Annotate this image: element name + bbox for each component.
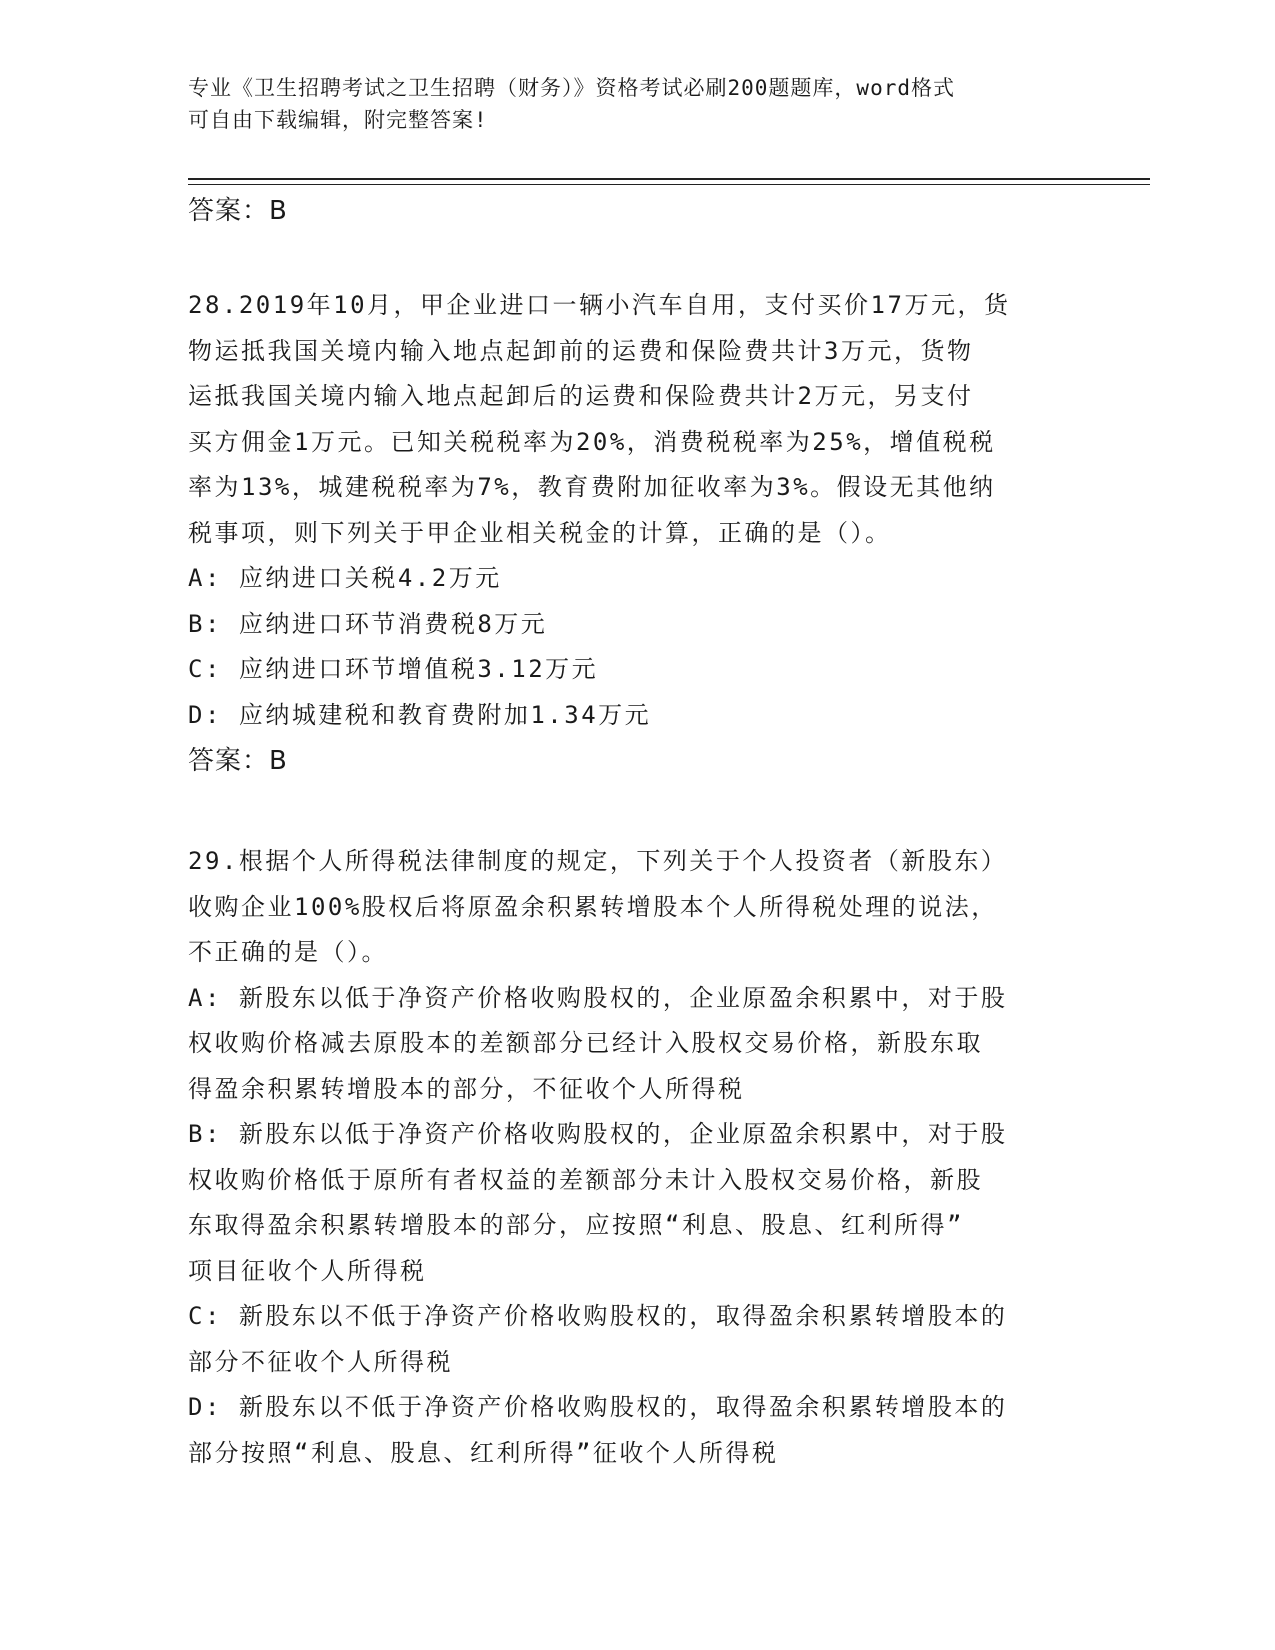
header-divider-thick [188,178,1150,180]
question-28 [188,283,1088,784]
question-29-option-c: C: 新股东以不低于净资产价格收购股权的，取得盈余积累转增股本的 [188,1302,1008,1330]
question-28-stem-line: 物运抵我国关境内输入地点起卸前的运费和保险费共计3万元，货物 [188,336,974,365]
header-title-line-1: 专业《卫生招聘考试之卫生招聘（财务）》资格考试必刷200题题库，word格式 [188,76,955,100]
question-28-option-a: A: 应纳进口关税4.2万元 [188,564,502,592]
question-28-stem-line: 率为13%，城建税税率为7%，教育费附加征收率为3%。假设无其他纳 [188,473,996,501]
question-28-stem-line: 运抵我国关境内输入地点起卸后的运费和保险费共计2万元，另支付 [188,382,974,410]
question-29-option-b: 权收购价格低于原所有者权益的差额部分未计入股权交易价格，新股 [188,1165,983,1194]
spacer [188,234,1088,283]
question-29-option-b: 东取得盈余积累转增股本的部分，应按照“利息、股息、红利所得” [188,1211,964,1239]
spacer [188,784,1088,839]
question-29-option-d: 部分按照“利息、股息、红利所得”征收个人所得税 [188,1438,779,1467]
question-29-option-d: D: 新股东以不低于净资产价格收购股权的，取得盈余积累转增股本的 [188,1393,1008,1421]
document-body [188,188,1088,1476]
question-28-stem-line: 税事项，则下列关于甲企业相关税金的计算，正确的是（）。 [188,518,892,547]
question-29-stem-line: 不正确的是（）。 [188,938,388,966]
question-28-option-b: B: 应纳进口环节消费税8万元 [188,609,548,638]
question-29-option-b: 项目征收个人所得税 [188,1256,427,1285]
question-29-stem-line: 29.根据个人所得税法律制度的规定，下列关于个人投资者（新股东） [188,847,1008,875]
question-29 [188,839,1088,1476]
question-29-option-c: 部分不征收个人所得税 [188,1347,453,1376]
header-divider-thin [188,184,1150,185]
question-29-option-a: 得盈余积累转增股本的部分，不征收个人所得税 [188,1074,745,1103]
page-header [188,72,1068,136]
header-title-line-2: 可自由下载编辑，附完整答案! [188,108,488,132]
question-29-option-a: A: 新股东以低于净资产价格收购股权的，企业原盈余积累中，对于股 [188,983,1008,1012]
question-28-stem-line: 28.2019年10月，甲企业进口一辆小汽车自用，支付买价17万元，货 [188,291,1011,319]
question-28-option-d: D: 应纳城建税和教育费附加1.34万元 [188,700,652,729]
question-28-answer: 答案：B [188,746,288,776]
question-29-option-b: B: 新股东以低于净资产价格收购股权的，企业原盈余积累中，对于股 [188,1120,1008,1148]
question-29-stem-line: 收购企业100%股权后将原盈余积累转增股本个人所得税处理的说法， [188,892,998,921]
previous-question-answer: 答案：B [188,196,288,226]
question-28-option-c: C: 应纳进口环节增值税3.12万元 [188,655,599,683]
question-29-option-a: 权收购价格减去原股本的差额部分已经计入股权交易价格，新股东取 [188,1029,983,1057]
question-28-stem-line: 买方佣金1万元。已知关税税率为20%，消费税税率为25%，增值税税 [188,427,996,456]
